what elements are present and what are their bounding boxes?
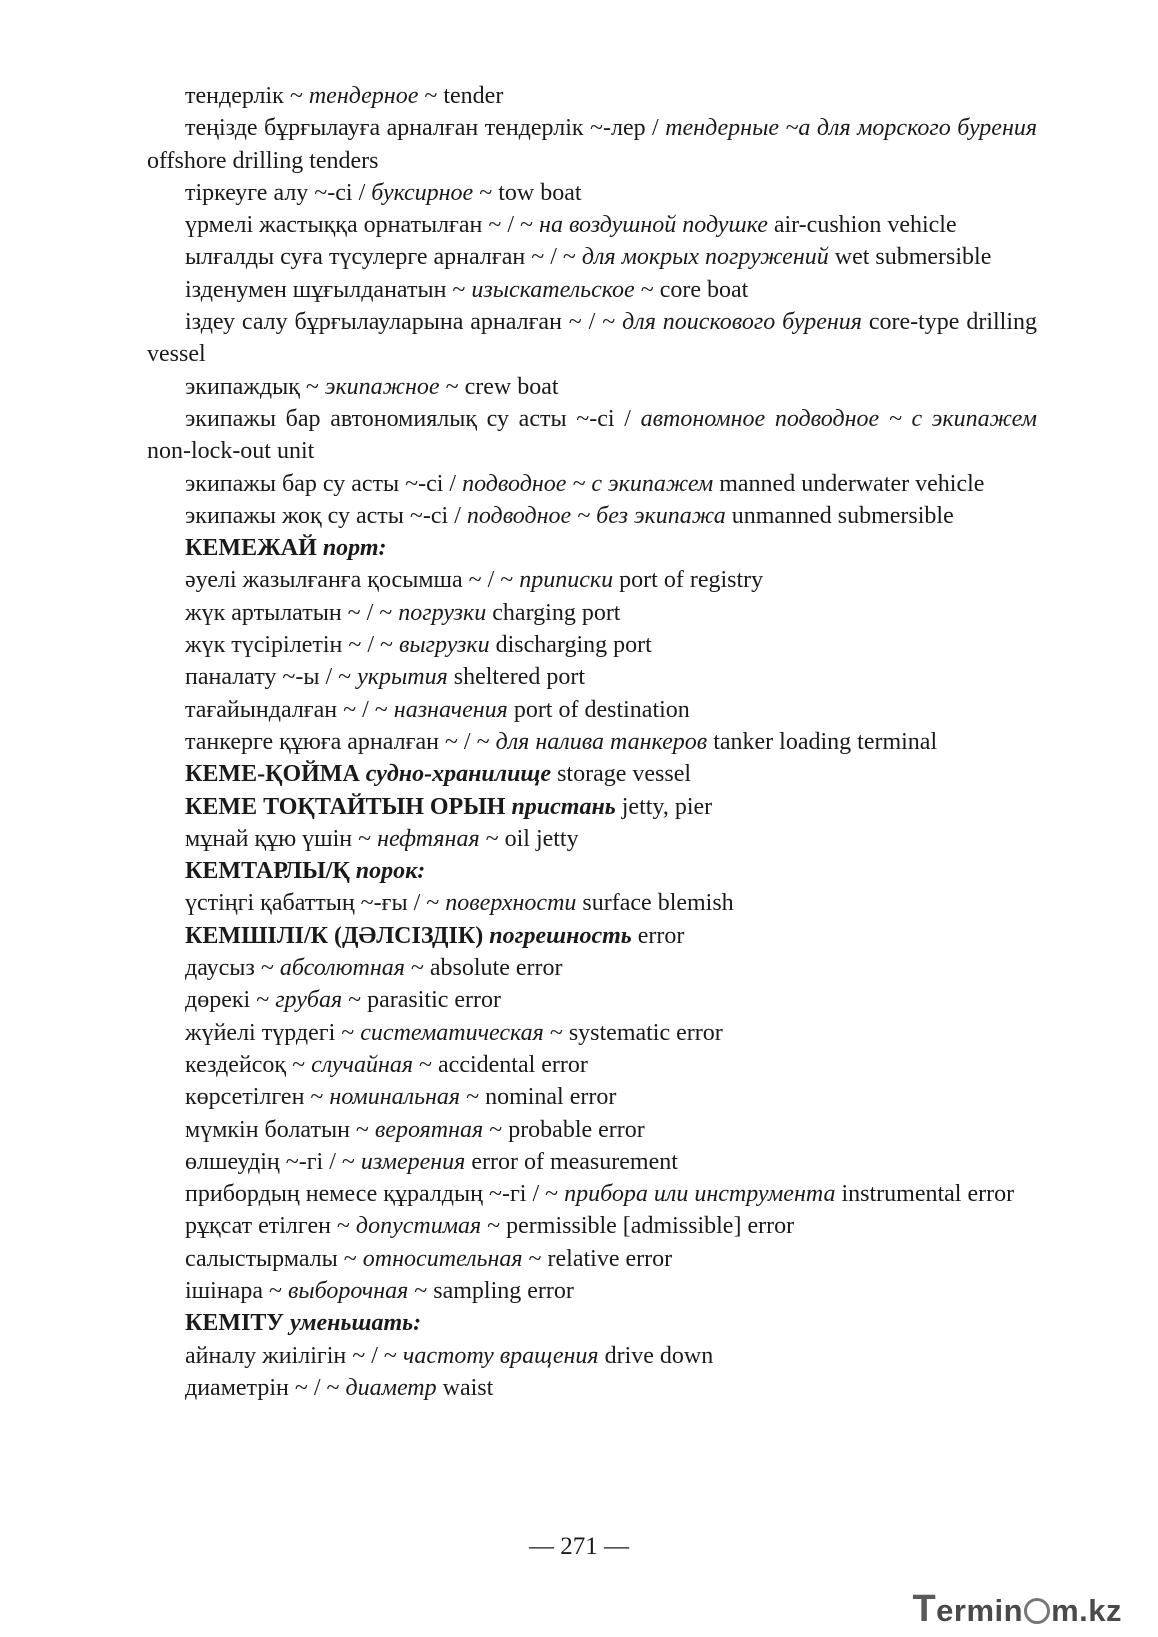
- dictionary-entry: [147, 241, 1037, 273]
- kazakh-term: жүк артылатын ~ / ~: [185, 599, 399, 626]
- russian-term: погрузки: [398, 599, 487, 626]
- kazakh-term: дөрекі ~: [185, 987, 276, 1014]
- english-term: air-cushion vehicle: [767, 212, 957, 239]
- english-term: non-lock-out unit: [147, 438, 315, 465]
- russian-term: на воздушной подушке: [539, 212, 768, 239]
- english-term: manned underwater vehicle: [713, 470, 985, 497]
- dictionary-entry: [147, 468, 1037, 500]
- dictionary-entry: [147, 1049, 1037, 1081]
- kazakh-term: КЕМТАРЛЫ/Қ: [185, 858, 356, 885]
- dictionary-entry: [147, 629, 1037, 661]
- russian-term: назначения: [393, 696, 508, 723]
- russian-term: уменьшать:: [290, 1310, 422, 1337]
- english-term: ~ parasitic error: [342, 987, 502, 1014]
- kazakh-term: ылғалды суға түсулерге арналған ~ / ~: [185, 244, 582, 271]
- russian-term: для мокрых погружений: [581, 244, 829, 271]
- kazakh-term: диаметрін ~ / ~: [185, 1374, 346, 1401]
- english-term: sheltered port: [447, 664, 586, 691]
- russian-term: диаметр: [345, 1374, 437, 1401]
- dictionary-entry: [147, 597, 1037, 629]
- entry-heading: [147, 532, 1037, 564]
- english-term: ~ permissible [admissible] error: [481, 1213, 795, 1240]
- russian-term: относительная: [362, 1245, 523, 1272]
- kazakh-term: теңізде бұрғылауға арналған тендерлік ~-лер /: [185, 115, 666, 142]
- russian-term: абсолютная: [279, 955, 405, 982]
- kazakh-term: экипаждық ~: [185, 373, 325, 400]
- english-term: ~ oil jetty: [479, 825, 579, 852]
- english-term: ~ sampling error: [408, 1277, 574, 1304]
- logo-letter-t: T: [912, 1588, 937, 1630]
- dictionary-entry: [147, 823, 1037, 855]
- russian-term: буксирное: [371, 179, 474, 206]
- english-term: core-type drilling vessel: [147, 309, 1038, 368]
- kazakh-term: айналу жиілігін ~ / ~: [185, 1342, 403, 1369]
- russian-term: для поискового бурения: [622, 309, 862, 336]
- dictionary-entry: [147, 1372, 1037, 1404]
- russian-term: изыскательское: [471, 276, 635, 303]
- russian-term: экипажное: [324, 373, 440, 400]
- dictionary-entry: [147, 1210, 1037, 1242]
- russian-term: подводное ~ с экипажем: [462, 470, 714, 497]
- dictionary-entry: [147, 1114, 1037, 1146]
- english-term: ~ crew boat: [439, 373, 559, 400]
- english-term: ~ systematic error: [543, 1019, 723, 1046]
- russian-term: укрытия: [357, 664, 448, 691]
- entry-heading: [147, 791, 1037, 823]
- kazakh-term: экипажы бар су асты ~-сі /: [185, 470, 463, 497]
- kazakh-term: өлшеудің ~-гі / ~: [185, 1148, 361, 1175]
- russian-term: судно-хранилище: [365, 761, 552, 788]
- english-term: surface blemish: [576, 890, 734, 917]
- dictionary-entry: [147, 403, 1037, 468]
- entry-heading: [147, 920, 1037, 952]
- english-term: instrumental error: [835, 1181, 1015, 1208]
- russian-term: выгрузки: [398, 632, 490, 659]
- english-term: error: [631, 922, 685, 949]
- english-term: discharging port: [489, 632, 652, 659]
- kazakh-term: салыстырмалы ~: [185, 1245, 363, 1272]
- kazakh-term: кездейсоқ ~: [185, 1051, 312, 1078]
- english-term: error of measurement: [465, 1148, 678, 1175]
- english-term: waist: [436, 1374, 494, 1401]
- kazakh-term: тендерлік ~: [185, 83, 309, 109]
- dictionary-entry: [147, 80, 1037, 112]
- kazakh-term: экипажы бар автономиялық су асты ~-сі /: [185, 405, 641, 432]
- english-term: jetty, pier: [615, 793, 713, 820]
- russian-term: порт:: [322, 535, 387, 562]
- english-term: wet submersible: [828, 244, 992, 271]
- kazakh-term: КЕМЕ ТОҚТАЙТЫН ОРЫН: [185, 793, 512, 820]
- english-term: port of destination: [507, 696, 690, 723]
- english-term: unmanned submersible: [725, 502, 954, 529]
- dictionary-entry: [147, 661, 1037, 693]
- kazakh-term: көрсетілген ~: [185, 1084, 330, 1111]
- english-term: ~ core boat: [634, 276, 749, 303]
- russian-term: тендерное: [308, 83, 419, 109]
- page-number: — 271 —: [529, 1533, 629, 1560]
- kazakh-term: даусыз ~: [185, 955, 280, 982]
- russian-term: пристань: [511, 793, 616, 820]
- kazakh-term: танкерге құюға арналған ~ / ~: [185, 728, 496, 755]
- kazakh-term: паналату ~-ы / ~: [185, 664, 358, 691]
- logo-text-1: ermin: [936, 1593, 1024, 1628]
- russian-term: номинальная: [329, 1084, 461, 1111]
- kazakh-term: үстіңгі қабаттың ~-ғы / ~: [185, 890, 446, 917]
- english-term: storage vessel: [551, 761, 692, 788]
- dictionary-entry: [147, 1146, 1037, 1178]
- russian-term: прибора или инструмента: [564, 1181, 836, 1208]
- dictionary-entry: [147, 984, 1037, 1016]
- english-term: ~ nominal error: [460, 1084, 617, 1111]
- russian-term: выборочная: [287, 1277, 409, 1304]
- kazakh-term: КЕМШІЛІ/К (ДӘЛСІЗДІК): [185, 922, 490, 949]
- english-term: drive down: [598, 1342, 714, 1369]
- english-term: tanker loading terminal: [707, 728, 938, 755]
- english-term: ~ relative error: [522, 1245, 673, 1272]
- dictionary-entry: [147, 209, 1037, 241]
- entry-heading: [147, 1307, 1037, 1339]
- dictionary-entry: [147, 112, 1037, 177]
- logo-magnifier-icon: [1024, 1598, 1050, 1624]
- dictionary-entry: [147, 694, 1037, 726]
- dictionary-entry: [147, 1275, 1037, 1307]
- dictionary-entry: [147, 371, 1037, 403]
- kazakh-term: КЕМЕ-ҚОЙМА: [185, 761, 366, 788]
- english-term: ~ accidental error: [413, 1051, 588, 1078]
- english-term: offshore drilling tenders: [147, 147, 379, 174]
- russian-term: поверхности: [445, 890, 577, 917]
- kazakh-term: жүк түсірілетін ~ / ~: [185, 632, 399, 659]
- dictionary-entry: [147, 564, 1037, 596]
- english-term: tender: [443, 83, 504, 109]
- russian-term: тендерные ~а для морского бурения: [665, 115, 1038, 142]
- kazakh-term: әуелі жазылғанға қосымша ~ / ~: [185, 567, 520, 594]
- russian-term: допустимая: [355, 1213, 482, 1240]
- kazakh-term: ішінара ~: [185, 1277, 288, 1304]
- kazakh-term: іздеу салу бұрғылауларына арналған ~ / ~: [185, 309, 623, 336]
- english-term: charging port: [486, 599, 621, 626]
- english-term: port of registry: [613, 567, 764, 594]
- english-term: ~ probable error: [483, 1116, 645, 1143]
- entry-heading: [147, 758, 1037, 790]
- kazakh-term: прибордың немесе құралдың ~-гі / ~: [185, 1181, 565, 1208]
- kazakh-term: үрмелі жастыққа орнатылған ~ / ~: [185, 212, 540, 239]
- termincom-logo: [912, 1588, 1122, 1628]
- russian-term: погрешность: [489, 922, 632, 949]
- kazakh-term: тағайындалған ~ / ~: [185, 696, 394, 723]
- dictionary-entry: [147, 1243, 1037, 1275]
- russian-term: для налива танкеров: [495, 728, 708, 755]
- russian-term: измерения: [360, 1148, 466, 1175]
- dictionary-page: [147, 80, 1037, 1404]
- separator: ~: [418, 83, 444, 109]
- english-term: ~ absolute error: [404, 955, 563, 982]
- dictionary-entry: [147, 726, 1037, 758]
- russian-term: случайная: [311, 1051, 414, 1078]
- dictionary-entry: [147, 177, 1037, 209]
- kazakh-term: ізденумен шұғылданатын ~: [185, 276, 472, 303]
- dictionary-entry: [147, 1017, 1037, 1049]
- russian-term: нефтяная: [377, 825, 480, 852]
- kazakh-term: жүйелі түрдегі ~: [185, 1019, 361, 1046]
- kazakh-term: мүмкін болатын ~: [185, 1116, 375, 1143]
- kazakh-term: КЕМЕЖАЙ: [185, 535, 323, 562]
- russian-term: приписки: [519, 567, 614, 594]
- dictionary-entry: [147, 274, 1037, 306]
- kazakh-term: экипажы жоқ су асты ~-сі /: [185, 502, 467, 529]
- dictionary-entry: [147, 500, 1037, 532]
- russian-term: грубая: [275, 987, 343, 1014]
- dictionary-entry: [147, 952, 1037, 984]
- kazakh-term: рұқсат етілген ~: [185, 1213, 356, 1240]
- logo-text-2: m.kz: [1051, 1593, 1122, 1628]
- dictionary-entry: [147, 887, 1037, 919]
- dictionary-entry: [147, 1340, 1037, 1372]
- russian-term: систематическая: [360, 1019, 544, 1046]
- kazakh-term: мұнай құю үшін ~: [185, 825, 378, 852]
- english-term: ~ tow boat: [473, 179, 582, 206]
- russian-term: автономное подводное ~ с экипажем: [640, 405, 1037, 432]
- kazakh-term: тіркеуге алу ~-сі /: [185, 179, 372, 206]
- russian-term: порок:: [355, 858, 426, 885]
- russian-term: частоту вращения: [402, 1342, 599, 1369]
- kazakh-term: КЕМІТУ: [185, 1310, 291, 1337]
- dictionary-entry: [147, 306, 1037, 371]
- russian-term: подводное ~ без экипажа: [466, 502, 726, 529]
- entry-heading: [147, 855, 1037, 887]
- dictionary-entry: [147, 1178, 1037, 1210]
- russian-term: вероятная: [374, 1116, 484, 1143]
- dictionary-entry: [147, 1081, 1037, 1113]
